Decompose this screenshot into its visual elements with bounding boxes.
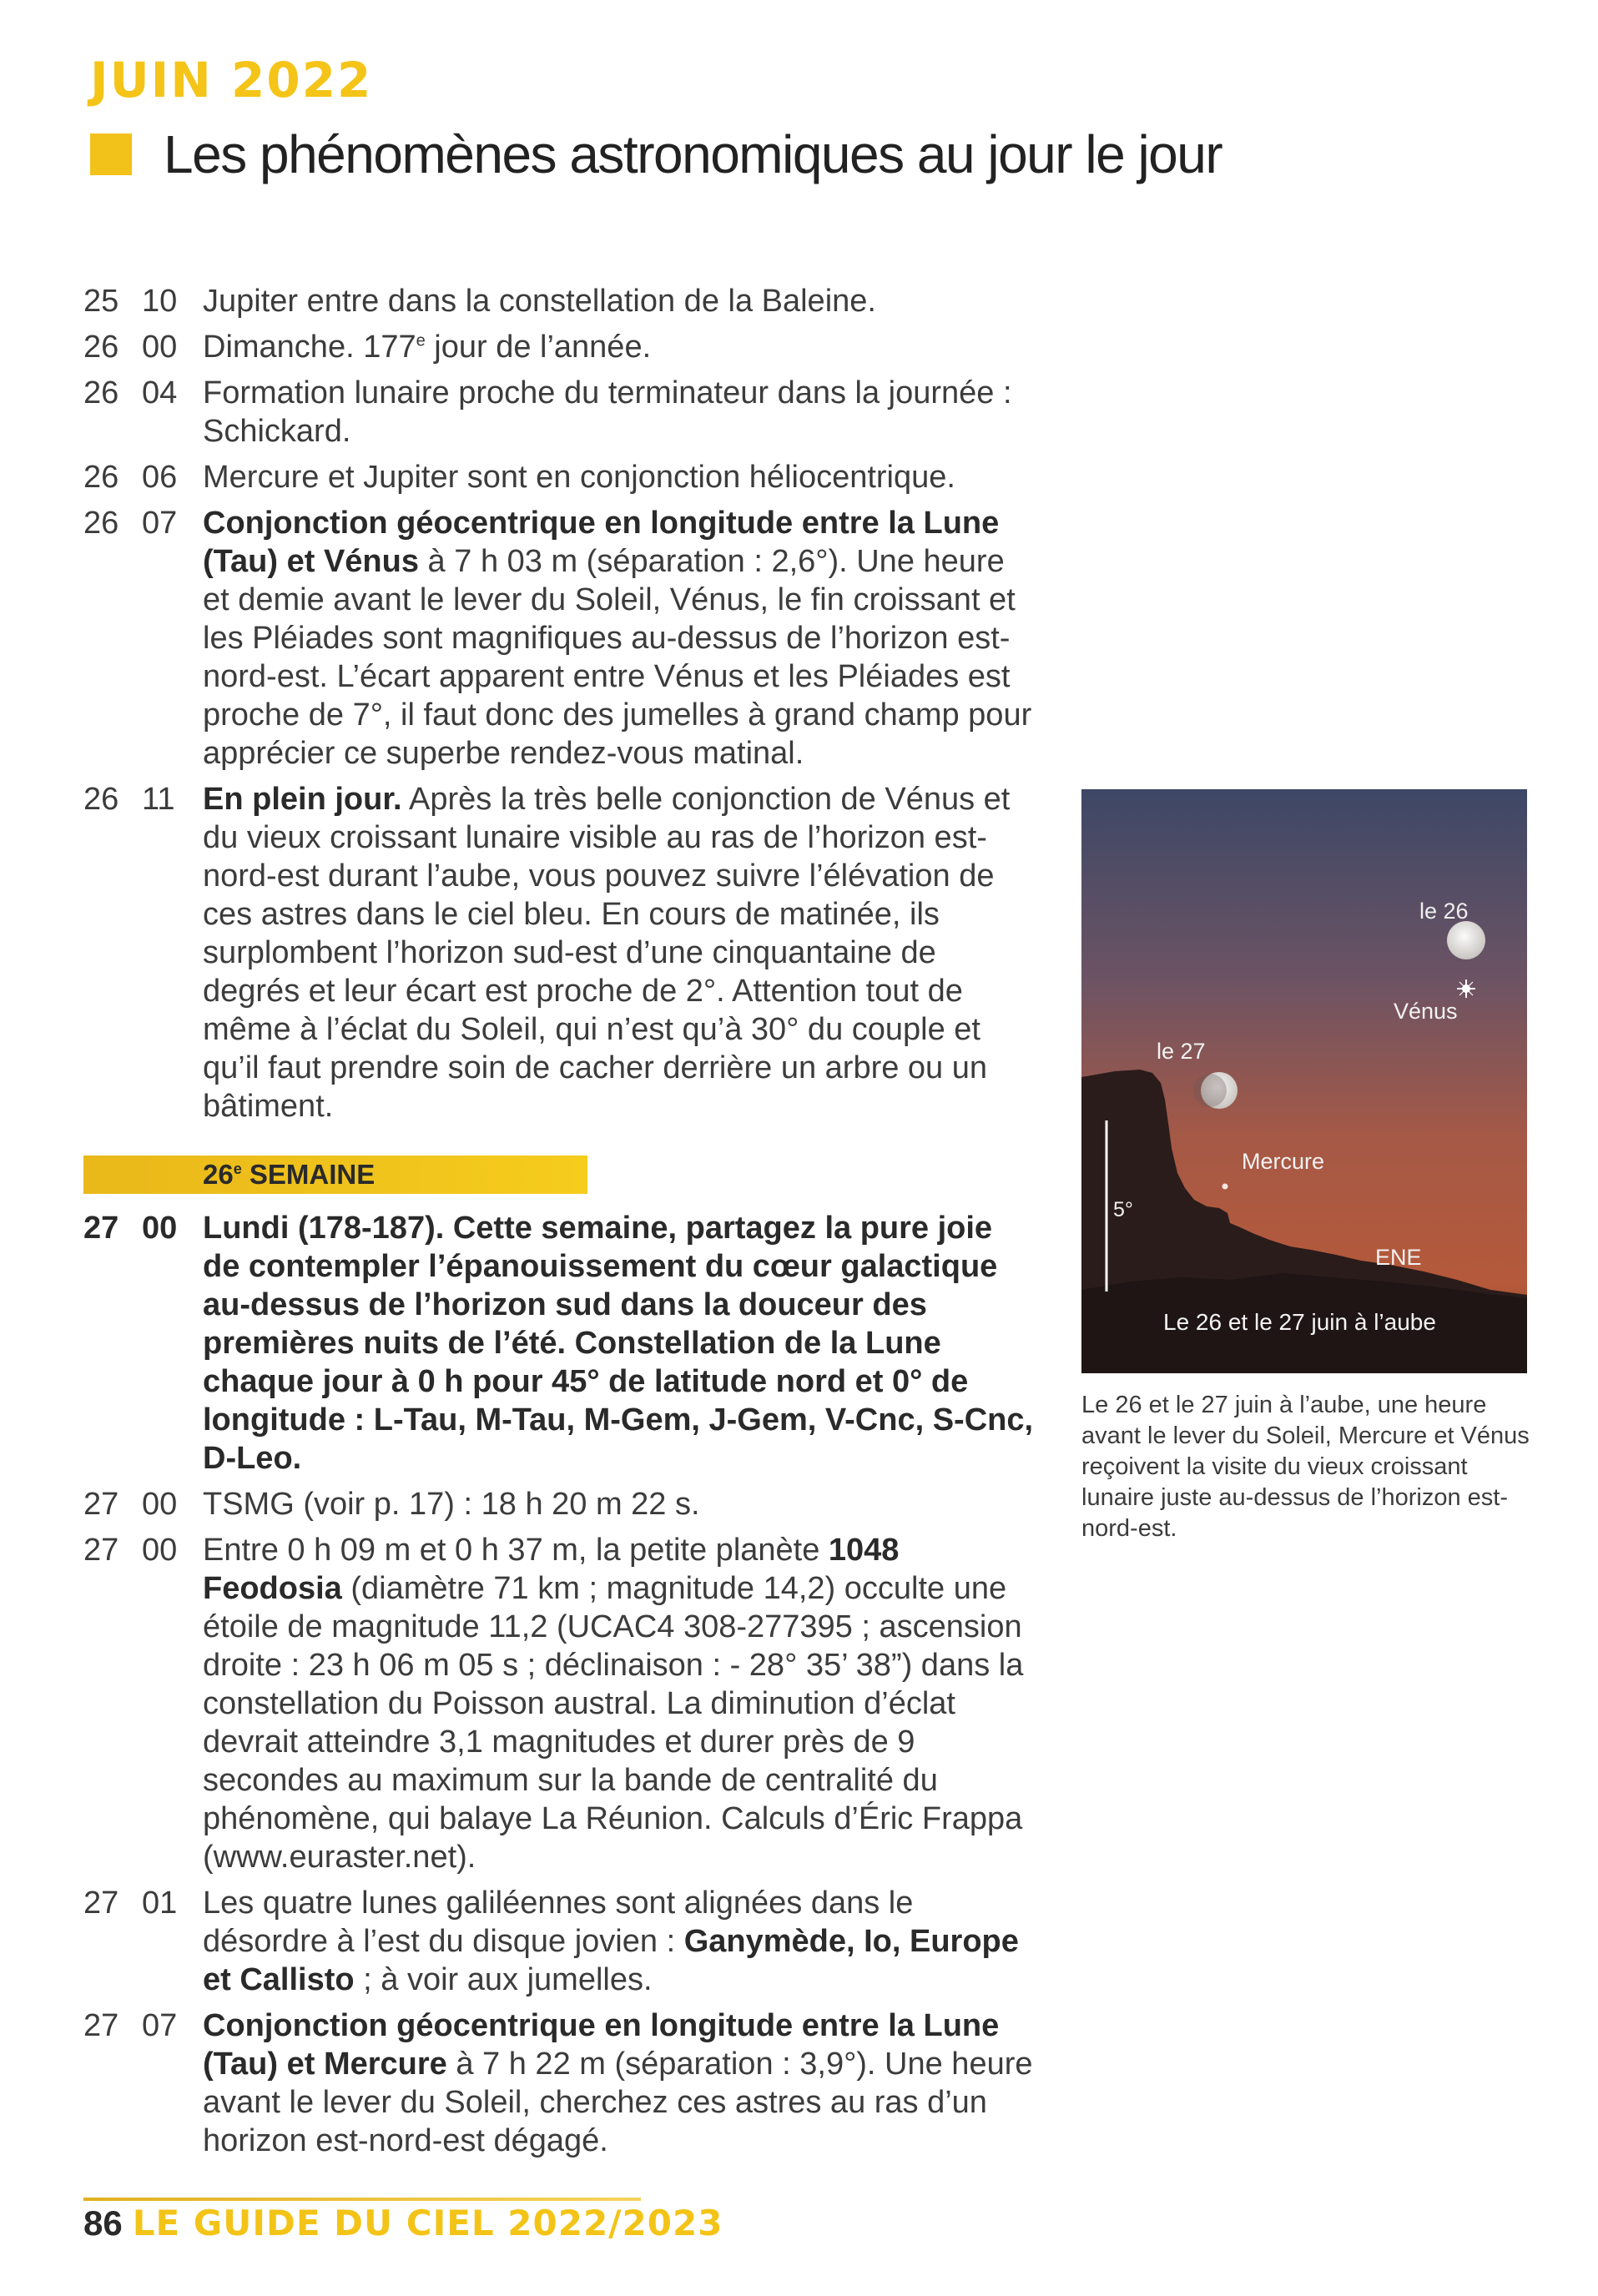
- week-superscript: e: [233, 1161, 242, 1177]
- list-item: [83, 504, 1035, 773]
- entry-text: à 7 h 22 m (séparation : 3,9°). Une heure avant le lever du Soleil, cherchez ces astres au ras d’un horizon est-nord-est dégagé.: [203, 2047, 1033, 2158]
- moon-27-shadow: [1193, 1074, 1227, 1107]
- moon-26-icon: [1447, 921, 1485, 959]
- week-label: [83, 1156, 587, 1194]
- label-date: Le 26 et le 27 juin à l’aube: [1163, 1309, 1436, 1335]
- entry-hour: 07: [142, 2008, 178, 2043]
- entry-text: ; à voir aux jumelles.: [354, 1962, 653, 1997]
- label-le-27: le 27: [1157, 1039, 1206, 1064]
- sky-illustration: [1081, 789, 1527, 1373]
- entry-bold-text: Conjonction géocentrique en longitude entre la Lune (Tau) et Vénus: [203, 506, 1000, 579]
- entry-hour: 00: [142, 1487, 178, 1522]
- entry-hour: 10: [142, 284, 178, 319]
- entry-text: Lundi (178-187). Cette semaine, partagez la pure joie de contempler l’épanouissement du cœur galactique au-dessus de l’horizon sud dans la douceur des premières nuits de l’été. Constellation de la Lune chaque jour à 0 h pour 45° de latitude nord et 0° de longitude : L-Tau, M-Tau, M-Gem, J-Gem, V-Cnc, S-Cnc, D-Leo.: [203, 1211, 1034, 1476]
- page-footer: [83, 2203, 723, 2243]
- entries-list: [83, 282, 1035, 2168]
- entry-hour: 11: [142, 782, 175, 817]
- entry-text: Jupiter entre dans la constellation de la Baleine.: [203, 284, 876, 319]
- entry-day: 27: [83, 1211, 119, 1246]
- sky-photo: [1081, 789, 1527, 1373]
- week-text: SEMAINE: [241, 1159, 376, 1190]
- entry-hour: 01: [142, 1886, 178, 1921]
- entry-day: 26: [83, 375, 119, 410]
- entry-text: Après la très belle conjonction de Vénus et du vieux croissant lunaire visible au ras de l’horizon est-nord-est durant l’aube, vous pouvez suivre l’élévation de ces astres dans le ciel bleu. En cours de matinée, ils surplombent l’horizon sud-est d’une cinquantaine de degrés et leur écart est proche de 2°. Attention tout de même à l’éclat du Soleil, qui n’est qu’à 30° du couple et qu’il faut prendre soin de cacher derrière un arbre ou un bâtiment.: [203, 782, 1011, 1124]
- entry-day: 26: [83, 460, 119, 495]
- list-item: [83, 328, 1035, 366]
- photo-caption: Le 26 et le 27 juin à l’aube, une heure avant le lever du Soleil, Mercure et Vénus reçoivent la visite du vieux croissant lunaire juste au-dessus de l’horizon est-nord-est.: [1081, 1392, 1530, 1542]
- entry-day: 26: [83, 330, 119, 365]
- entry-superscript: e: [416, 331, 426, 350]
- entry-day: 25: [83, 284, 119, 319]
- entry-text: TSMG (voir p. 17) : 18 h 20 m 22 s.: [203, 1487, 700, 1522]
- entry-bold-text: Ganymède, Io, Europe et Callisto: [203, 1924, 1019, 1997]
- entry-hour: 04: [142, 375, 178, 410]
- page-number: 86: [83, 2203, 123, 2243]
- label-le-26: le 26: [1419, 899, 1469, 924]
- entry-hour: 00: [142, 1211, 178, 1246]
- list-item: [83, 780, 1035, 1125]
- page-title: Les phénomènes astronomiques au jour le jour: [164, 124, 1222, 184]
- entry-day: 27: [83, 2008, 119, 2043]
- entry-text: Formation lunaire proche du terminateur dans la journée : Schickard.: [203, 375, 1012, 449]
- entry-hour: 06: [142, 460, 178, 495]
- entry-day: 27: [83, 1533, 119, 1568]
- week-number: 26: [203, 1159, 234, 1190]
- mercury-dot-icon: [1222, 1184, 1228, 1190]
- list-item: [83, 1209, 1035, 1478]
- label-ene: ENE: [1375, 1245, 1422, 1270]
- entry-day: 26: [83, 782, 119, 817]
- entry-text: jour de l’année.: [425, 330, 652, 365]
- list-item: [83, 282, 1035, 320]
- entry-day: 26: [83, 506, 119, 541]
- entry-bold-text: 1048 Feodosia: [203, 1533, 900, 1606]
- entry-bold-text: En plein jour.: [203, 782, 402, 817]
- entry-text: à 7 h 03 m (séparation : 2,6°). Une heure et demie avant le lever du Soleil, Vénus, le fin croissant et les Pléiades sont magnifiques au-dessus de l’horizon est-nord-est. L’écart apparent entre Vénus et les Pléiades est proche de 7°, il faut donc des jumelles à grand champ pour apprécier ce superbe rendez-vous matinal.: [203, 544, 1032, 771]
- entry-hour: 07: [142, 506, 178, 541]
- week-banner: [83, 1156, 1035, 1199]
- entry-bold-text: Conjonction géocentrique en longitude entre la Lune (Tau) et Mercure: [203, 2008, 1000, 2082]
- month-heading: JUIN 2022: [90, 52, 373, 108]
- entry-hour: 00: [142, 1533, 178, 1568]
- list-item: [83, 1531, 1035, 1876]
- venus-star-icon: [1457, 979, 1475, 998]
- title-square-icon: [90, 133, 132, 175]
- entry-text: (diamètre 71 km ; magnitude 14,2) occulte une étoile de magnitude 11,2 (UCAC4 308-277395 ; ascension droite : 23 h 06 m 05 s ; déclinaison : - 28° 35’ 38”) dans la constellation du Poisson austral. La diminution d’éclat devrait atteindre 3,1 magnitudes et durer près de 9 secondes au maximum sur la bande de centralité du phénomène, qui balaye La Réunion. Calculs d’Éric Frappa (www.euraster.net).: [203, 1571, 1024, 1875]
- list-item: [83, 1485, 1035, 1523]
- list-item: [83, 374, 1035, 451]
- label-scale: 5°: [1113, 1198, 1133, 1221]
- entry-text: Les quatre lunes galiléennes sont alignées dans le désordre à l’est du disque jovien :: [203, 1886, 914, 1959]
- entry-hour: 00: [142, 330, 178, 365]
- list-item: [83, 2006, 1035, 2160]
- entry-text: Dimanche. 177: [203, 330, 416, 365]
- entry-text: Mercure et Jupiter sont en conjonction héliocentrique.: [203, 460, 955, 495]
- list-item: [83, 1884, 1035, 1999]
- guide-title: LE GUIDE DU CIEL 2022/2023: [132, 2203, 723, 2243]
- footer-rule: [83, 2198, 641, 2201]
- entry-day: 27: [83, 1487, 119, 1522]
- list-item: [83, 458, 1035, 496]
- entry-text: Entre 0 h 09 m et 0 h 37 m, la petite planète: [203, 1533, 829, 1568]
- label-mercure: Mercure: [1242, 1149, 1325, 1174]
- entry-day: 27: [83, 1886, 119, 1921]
- label-venus: Vénus: [1394, 999, 1458, 1024]
